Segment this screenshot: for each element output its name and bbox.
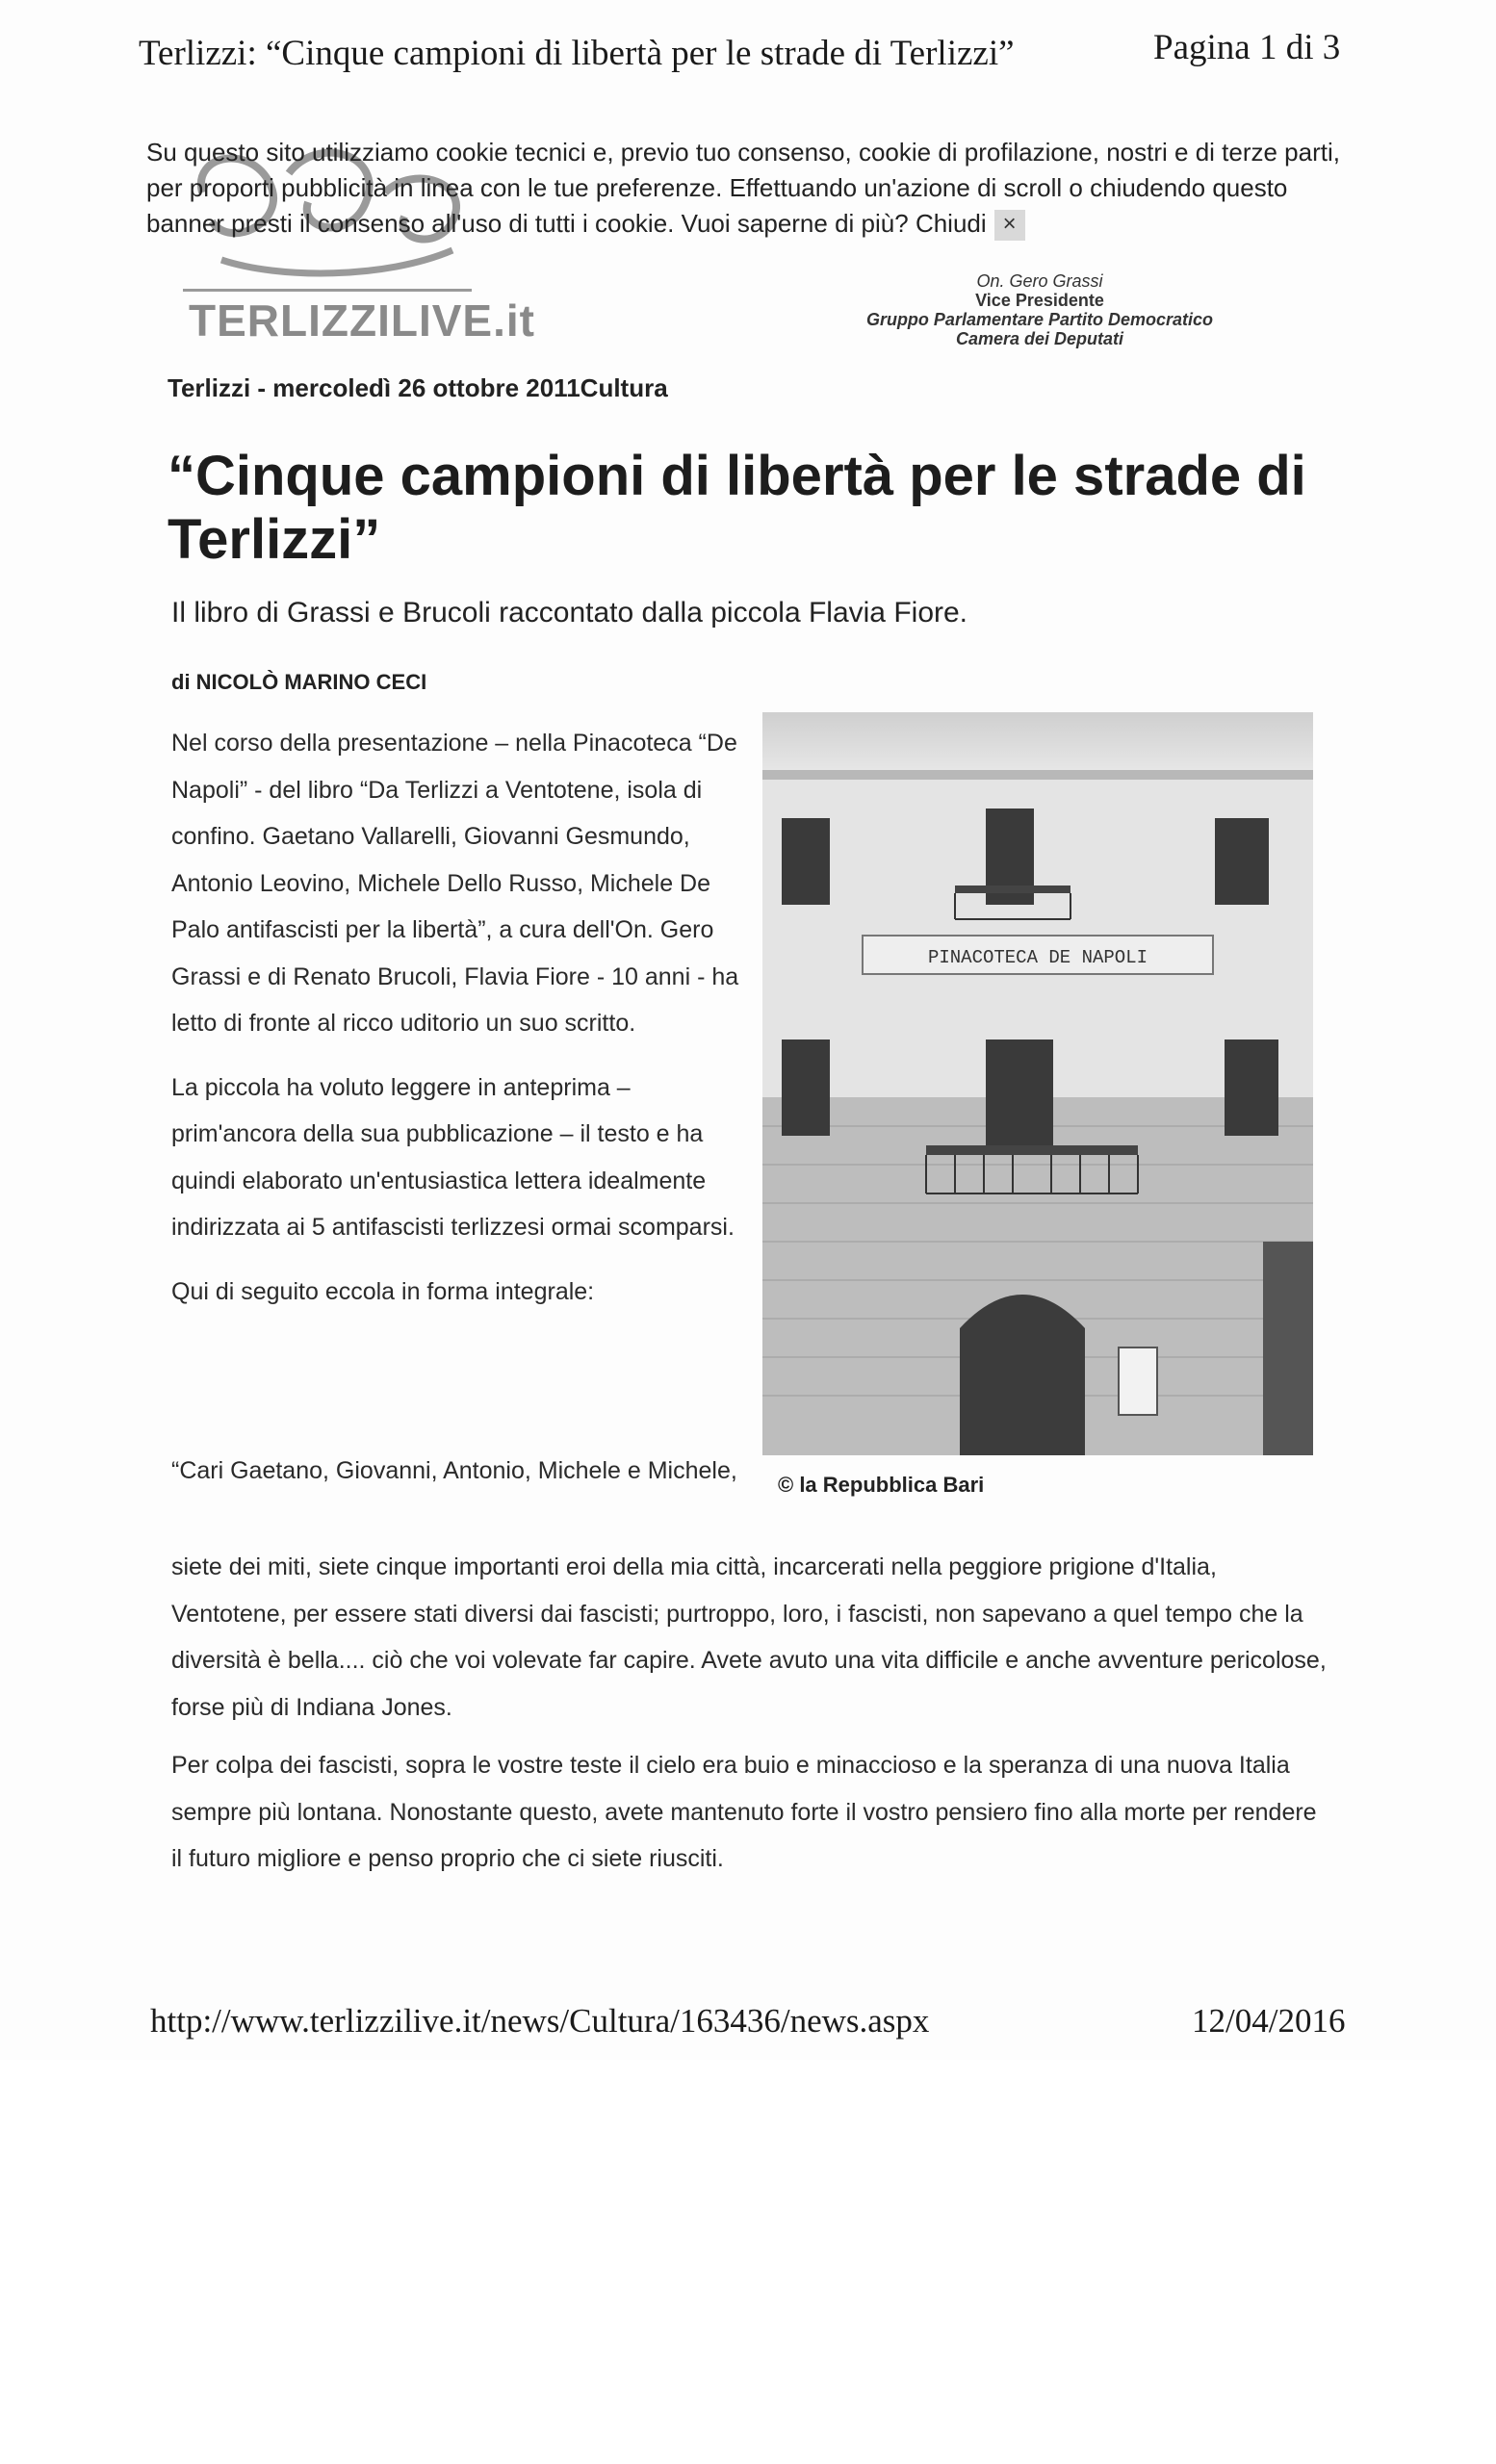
article-photo bbox=[762, 712, 1313, 1455]
photo-sign: PINACOTECA DE NAPOLI bbox=[927, 947, 1148, 968]
print-footer-url: http://www.terlizzilive.it/news/Cultura/163436/news.aspx bbox=[150, 2002, 930, 2040]
article-body bbox=[171, 720, 749, 1332]
print-footer-date: 12/04/2016 bbox=[1192, 2002, 1346, 2040]
article-dateline: Terlizzi - mercoledì 26 ottobre 2011Cultura bbox=[168, 373, 668, 402]
cookie-close-label[interactable]: Chiudi bbox=[915, 209, 987, 238]
sponsor-name: On. Gero Grassi bbox=[976, 271, 1103, 291]
article-paragraph: La piccola ha voluto leggere in anteprima – prim'ancora della sua pubblicazione – il testo e ha quindi elaborato un'entusiastica lettera idealmente indirizzata ai 5 antifascisti terlizzesi ormai scomparsi. bbox=[171, 1073, 735, 1241]
article-paragraph: Qui di seguito eccola in forma integrale: bbox=[171, 1277, 595, 1305]
sponsor-block bbox=[847, 271, 1232, 348]
letter-greeting: “Cari Gaetano, Giovanni, Antonio, Michele e Michele, bbox=[171, 1457, 737, 1484]
letter-paragraph: Per colpa dei fascisti, sopra le vostre teste il cielo era buio e minaccioso e la speranza di una nuova Italia sempre più lontana. Nonostante questo, avete mantenuto forte il vostro pensiero fino alla morte per rendere il futuro migliore e penso proprio che ci siete riusciti. bbox=[171, 1752, 1317, 1872]
article-paragraph: Nel corso della presentazione – nella Pinacoteca “De Napoli” - del libro “Da Terlizzi a Ventotene, isola di confino. Gaetano Vallarelli, Giovanni Gesmundo, Antonio Leovino, Michele Dello Russo, Michele De Palo antifascisti per la libertà”, a cura dell'On. Gero Grassi e di Renato Brucoli, Flavia Fiore - 10 anni - ha letto di fronte al ricco uditorio un suo scritto. bbox=[171, 730, 739, 1037]
print-header-title: Terlizzi: “Cinque campioni di libertà per le strade di Terlizzi” bbox=[139, 34, 1015, 73]
article-byline: di NICOLÒ MARINO CECI bbox=[171, 670, 427, 694]
cookie-banner bbox=[146, 135, 1340, 242]
cookie-banner-text: Su questo sito utilizziamo cookie tecnici e, previo tuo consenso, cookie di profilazione, nostri e di terze parti, per proporti pubblicità in linea con le tue preferenze. Effettuando un'azione di scroll o chiudendo questo banner presti il consenso all'uso di tutti i cookie. Vuoi saperne di più? bbox=[146, 138, 1340, 238]
sponsor-role: Vice Presidente bbox=[975, 291, 1104, 310]
close-icon[interactable]: × bbox=[994, 210, 1025, 241]
photo-caption: © la Repubblica Bari bbox=[778, 1473, 985, 1497]
print-page-number: Pagina 1 di 3 bbox=[1153, 28, 1341, 67]
letter-paragraph: siete dei miti, siete cinque importanti eroi della mia città, incarcerati nella peggiore prigione d'Italia, Ventotene, per essere stati diversi dai fascisti; purtroppo, loro, i fascisti, non sapevano a quel tempo che la diversità è bella.... ciò che voi volevate far capire. Avete avuto una vita difficile e anche avventure pericolose, forse più di Indiana Jones. bbox=[171, 1553, 1327, 1721]
article-subtitle: Il libro di Grassi e Brucoli raccontato dalla piccola Flavia Fiore. bbox=[171, 597, 968, 629]
sponsor-group: Gruppo Parlamentare Partito Democratico bbox=[865, 310, 1214, 329]
article-headline: “Cinque campioni di libertà per le strade di Terlizzi” bbox=[168, 445, 1306, 571]
sponsor-chamber: Camera dei Deputati bbox=[955, 329, 1124, 348]
logo-wordmark: TERLIZZILIVE.it bbox=[189, 295, 535, 346]
